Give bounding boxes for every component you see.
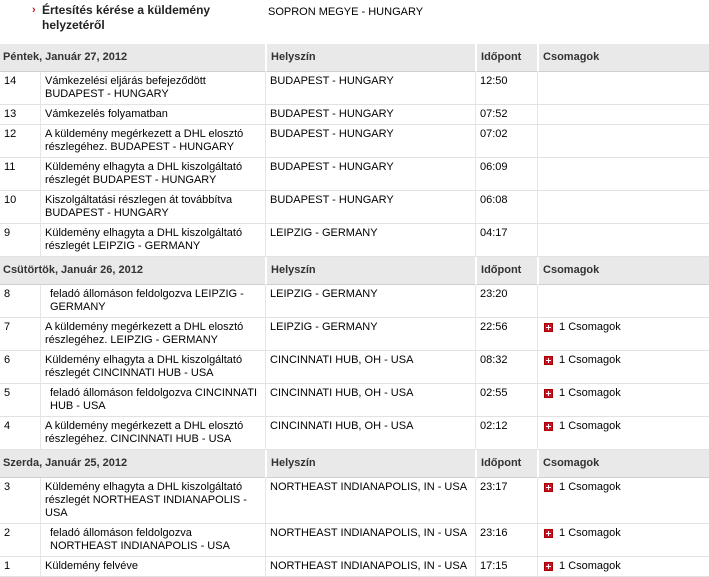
table-row: [0, 417, 709, 450]
packages-expand-link[interactable]: [542, 420, 705, 433]
event-location: NORTHEAST INDIANAPOLIS, IN - USA: [265, 557, 475, 577]
notify-link-label: Értesítés kérése a küldemény helyzetéről: [42, 3, 211, 32]
column-header-packages: Csomagok: [537, 257, 709, 285]
event-packages: [537, 417, 709, 450]
packages-count: 1 Csomagok: [559, 527, 621, 539]
packages-expand-link[interactable]: [542, 354, 705, 367]
column-header-time: Időpont: [475, 257, 537, 285]
event-location: BUDAPEST - HUNGARY: [265, 125, 475, 158]
event-location: LEIPZIG - GERMANY: [265, 224, 475, 257]
event-location: BUDAPEST - HUNGARY: [265, 191, 475, 224]
event-description: Küldemény elhagyta a DHL kiszolgáltató részlegét NORTHEAST INDIANAPOLIS - USA: [40, 478, 265, 524]
event-packages: [537, 125, 709, 158]
packages-count: 1 Csomagok: [559, 420, 621, 432]
event-packages: [537, 191, 709, 224]
table-row: [0, 191, 709, 224]
event-number: 4: [0, 417, 40, 450]
event-packages: [537, 351, 709, 384]
packages-count: 1 Csomagok: [559, 560, 621, 572]
packages-count: 1 Csomagok: [559, 387, 621, 399]
table-row: [0, 557, 709, 577]
event-location: BUDAPEST - HUNGARY: [265, 105, 475, 125]
event-time: 07:02: [475, 125, 537, 158]
table-row: [0, 125, 709, 158]
day-header-row: [0, 450, 709, 478]
event-packages: [537, 72, 709, 105]
event-description: Küldemény elhagyta a DHL kiszolgáltató részlegét CINCINNATI HUB - USA: [40, 351, 265, 384]
event-packages: [537, 478, 709, 524]
day-header-row: [0, 44, 709, 72]
event-time: 08:32: [475, 351, 537, 384]
event-description: Kiszolgáltatási részlegen át továbbítva BUDAPEST - HUNGARY: [40, 191, 265, 224]
event-time: 02:12: [475, 417, 537, 450]
table-row: [0, 384, 709, 417]
chevron-right-icon: ›: [32, 4, 36, 16]
event-description: A küldemény megérkezett a DHL elosztó részlegéhez. LEIPZIG - GERMANY: [40, 318, 265, 351]
event-number: 10: [0, 191, 40, 224]
packages-count: 1 Csomagok: [559, 321, 621, 333]
expand-plus-icon: [544, 483, 553, 492]
event-time: 23:20: [475, 285, 537, 318]
event-number: 13: [0, 105, 40, 125]
packages-expand-link[interactable]: [542, 387, 705, 400]
table-row: [0, 224, 709, 257]
packages-count: 1 Csomagok: [559, 354, 621, 366]
expand-plus-icon: [544, 356, 553, 365]
event-packages: [537, 224, 709, 257]
event-time: 07:52: [475, 105, 537, 125]
packages-count: 1 Csomagok: [559, 481, 621, 493]
event-location: CINCINNATI HUB, OH - USA: [265, 351, 475, 384]
event-description: feladó állomáson feldolgozva NORTHEAST INDIANAPOLIS - USA: [40, 524, 265, 557]
notify-link[interactable]: [32, 3, 262, 33]
event-description: Küldemény felvéve: [40, 557, 265, 577]
packages-expand-link[interactable]: [542, 481, 705, 494]
event-number: 5: [0, 384, 40, 417]
event-location: NORTHEAST INDIANAPOLIS, IN - USA: [265, 478, 475, 524]
event-number: 14: [0, 72, 40, 105]
event-time: 23:17: [475, 478, 537, 524]
event-description: Vámkezelési eljárás befejeződött BUDAPEST - HUNGARY: [40, 72, 265, 105]
event-packages: [537, 384, 709, 417]
table-row: [0, 318, 709, 351]
event-number: 11: [0, 158, 40, 191]
event-time: 22:56: [475, 318, 537, 351]
event-location: BUDAPEST - HUNGARY: [265, 72, 475, 105]
day-header-row: [0, 257, 709, 285]
expand-plus-icon: [544, 323, 553, 332]
column-header-location: Helyszín: [265, 44, 475, 72]
event-time: 04:17: [475, 224, 537, 257]
column-header-packages: Csomagok: [537, 450, 709, 478]
event-location: CINCINNATI HUB, OH - USA: [265, 417, 475, 450]
column-header-time: Időpont: [475, 44, 537, 72]
day-header: Csütörtök, Január 26, 2012: [0, 257, 265, 285]
event-number: 9: [0, 224, 40, 257]
event-description: A küldemény megérkezett a DHL elosztó részlegéhez. BUDAPEST - HUNGARY: [40, 125, 265, 158]
event-location: NORTHEAST INDIANAPOLIS, IN - USA: [265, 524, 475, 557]
event-number: 7: [0, 318, 40, 351]
event-time: 02:55: [475, 384, 537, 417]
event-location: BUDAPEST - HUNGARY: [265, 158, 475, 191]
event-packages: [537, 158, 709, 191]
event-description: Küldemény elhagyta a DHL kiszolgáltató részlegét BUDAPEST - HUNGARY: [40, 158, 265, 191]
event-number: 1: [0, 557, 40, 577]
expand-plus-icon: [544, 422, 553, 431]
event-number: 2: [0, 524, 40, 557]
day-header: Péntek, Január 27, 2012: [0, 44, 265, 72]
table-row: [0, 105, 709, 125]
column-header-location: Helyszín: [265, 257, 475, 285]
packages-expand-link[interactable]: [542, 560, 705, 573]
event-description: A küldemény megérkezett a DHL elosztó részlegéhez. CINCINNATI HUB - USA: [40, 417, 265, 450]
table-row: [0, 478, 709, 524]
origin-cut-text: [268, 0, 568, 4]
event-number: 12: [0, 125, 40, 158]
tracking-table: [0, 44, 709, 577]
event-time: 17:15: [475, 557, 537, 577]
table-row: [0, 524, 709, 557]
event-packages: [537, 318, 709, 351]
event-packages: [537, 524, 709, 557]
event-location: CINCINNATI HUB, OH - USA: [265, 384, 475, 417]
column-header-packages: Csomagok: [537, 44, 709, 72]
event-number: 8: [0, 285, 40, 318]
event-description: feladó állomáson feldolgozva LEIPZIG - GERMANY: [40, 285, 265, 318]
event-time: 23:16: [475, 524, 537, 557]
event-packages: [537, 285, 709, 318]
expand-plus-icon: [544, 529, 553, 538]
packages-expand-link[interactable]: [542, 321, 705, 334]
expand-plus-icon: [544, 389, 553, 398]
table-row: [0, 351, 709, 384]
table-row: [0, 72, 709, 105]
event-description: Küldemény elhagyta a DHL kiszolgáltató részlegét LEIPZIG - GERMANY: [40, 224, 265, 257]
top-section: [0, 0, 709, 44]
packages-expand-link[interactable]: [542, 527, 705, 540]
day-header: Szerda, Január 25, 2012: [0, 450, 265, 478]
table-row: [0, 158, 709, 191]
event-description: feladó állomáson feldolgozva CINCINNATI HUB - USA: [40, 384, 265, 417]
event-time: 12:50: [475, 72, 537, 105]
column-header-time: Időpont: [475, 450, 537, 478]
event-time: 06:08: [475, 191, 537, 224]
event-number: 3: [0, 478, 40, 524]
event-time: 06:09: [475, 158, 537, 191]
event-location: LEIPZIG - GERMANY: [265, 318, 475, 351]
event-packages: [537, 105, 709, 125]
event-description: Vámkezelés folyamatban: [40, 105, 265, 125]
column-header-location: Helyszín: [265, 450, 475, 478]
event-location: LEIPZIG - GERMANY: [265, 285, 475, 318]
origin-location: SOPRON MEGYE - HUNGARY: [268, 6, 424, 18]
event-number: 6: [0, 351, 40, 384]
event-packages: [537, 557, 709, 577]
table-row: [0, 285, 709, 318]
